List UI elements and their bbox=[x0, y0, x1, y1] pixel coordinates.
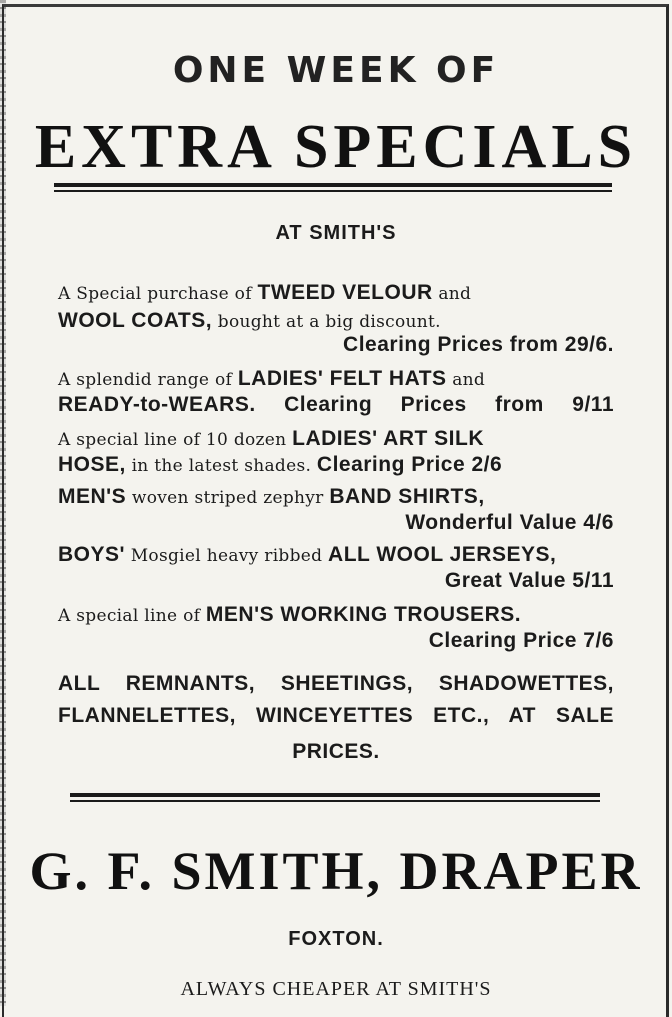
item-3-line-2 bbox=[58, 450, 614, 480]
store-slogan: ALWAYS CHEAPER AT SMITH'S bbox=[180, 978, 492, 1000]
line-segment: WOOL COATS, bbox=[58, 309, 213, 332]
line-segment: LADIES' ART SILK bbox=[292, 427, 485, 450]
item-2-line-2 bbox=[58, 390, 614, 420]
line-segment: woven striped zephyr bbox=[126, 488, 330, 508]
line-segment: BOYS' bbox=[58, 543, 126, 566]
item-1-line-1 bbox=[58, 278, 614, 308]
sale-line-2: FLANNELETTES, WINCEYETTES ETC., AT SALE bbox=[58, 704, 614, 727]
bottom-rule-thick bbox=[70, 793, 600, 797]
line-segment: MEN'S WORKING TROUSERS. bbox=[205, 603, 522, 626]
store-town: FOXTON. bbox=[288, 928, 384, 950]
line-segment: A special line of 10 dozen bbox=[58, 430, 293, 450]
line-segment: Mosgiel heavy ribbed bbox=[125, 546, 329, 566]
line-segment: A Special purchase of bbox=[58, 284, 258, 304]
sale-line-3: PRICES. bbox=[292, 740, 380, 763]
line-segment: Clearing Prices from 9/11 bbox=[255, 393, 614, 416]
line-segment: A special line of bbox=[58, 606, 206, 626]
bottom-rule-thin bbox=[70, 800, 600, 802]
line-segment: MEN'S bbox=[58, 485, 127, 508]
top-rule-thick bbox=[54, 183, 612, 187]
line-segment: A splendid range of bbox=[58, 370, 238, 390]
store-name: G. F. SMITH, DRAPER bbox=[29, 841, 643, 901]
line-segment: in the latest shades. bbox=[125, 456, 317, 476]
line-segment: TWEED VELOUR bbox=[257, 281, 433, 304]
item-4-price: Wonderful Value 4/6 bbox=[405, 511, 614, 534]
headline-main: EXTRA SPECIALS bbox=[34, 113, 638, 181]
line-segment: and bbox=[446, 370, 486, 390]
item-5-price: Great Value 5/11 bbox=[444, 569, 614, 592]
line-segment: ALL WOOL JERSEYS, bbox=[328, 543, 557, 566]
line-segment: READY-to-WEARS. bbox=[58, 393, 256, 416]
subhead: AT SMITH'S bbox=[275, 222, 397, 244]
item-6-price: Clearing Price 7/6 bbox=[428, 629, 614, 652]
line-segment: bought at a big discount. bbox=[212, 312, 441, 332]
line-segment: HOSE, bbox=[58, 453, 126, 476]
line-segment: LADIES' FELT HATS bbox=[237, 367, 447, 390]
sale-line-1: ALL REMNANTS, SHEETINGS, SHADOWETTES, bbox=[58, 672, 614, 695]
item-1-price: Clearing Prices from 29/6. bbox=[343, 333, 614, 356]
top-rule-thin bbox=[54, 190, 612, 192]
line-segment: Clearing Price 2/6 bbox=[316, 453, 503, 476]
line-segment: and bbox=[432, 284, 472, 304]
headline-top: ONE WEEK OF bbox=[172, 50, 500, 91]
line-segment: BAND SHIRTS, bbox=[329, 485, 485, 508]
